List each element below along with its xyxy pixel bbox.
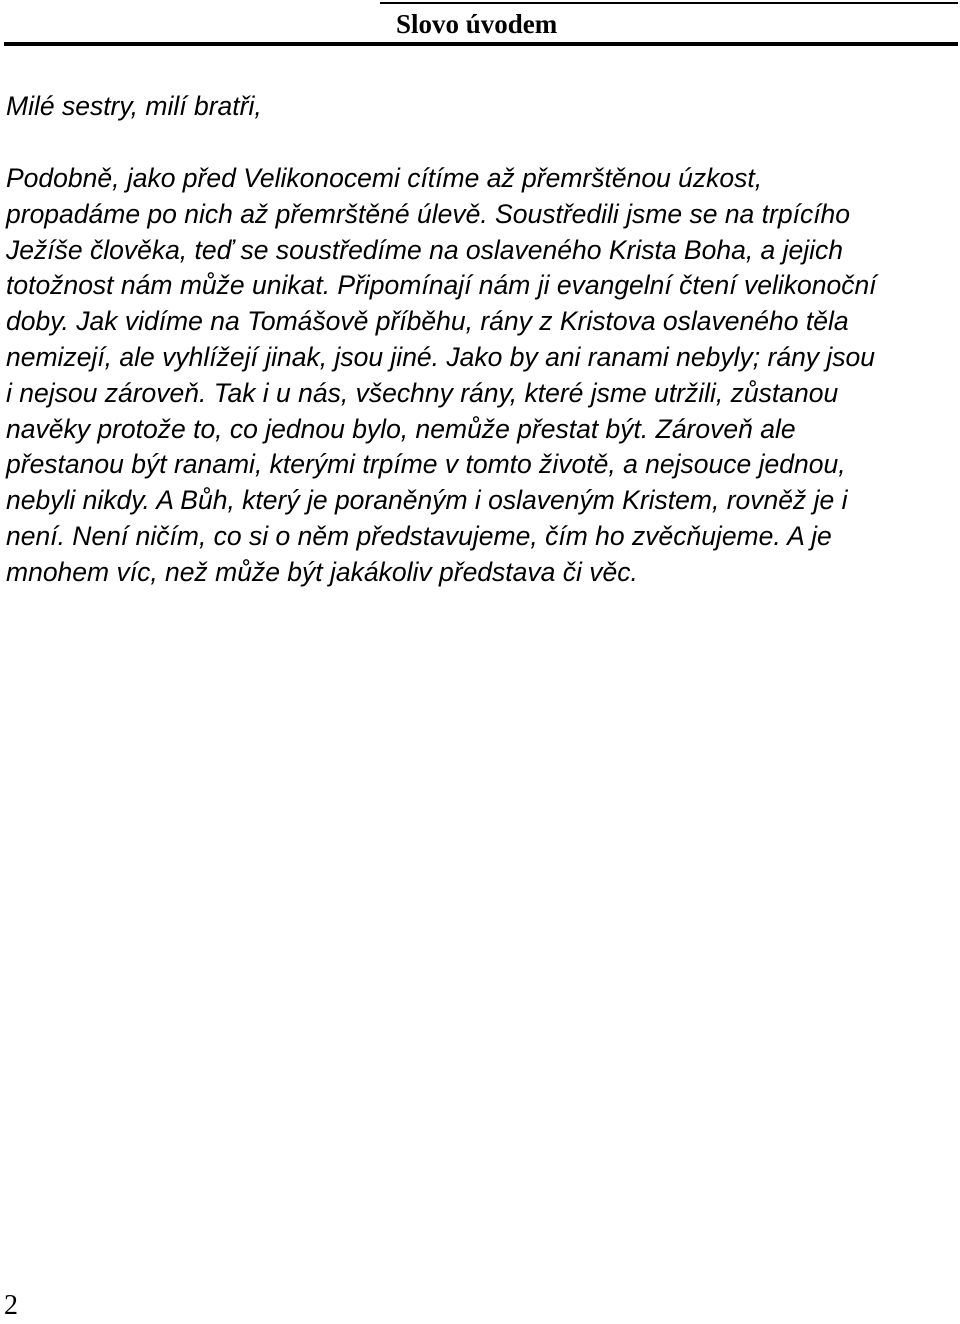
paragraph-line: nemizejí, ale vyhlížejí jinak, jsou jiné. Jako by ani ranami nebyly; rány jsou — [6, 341, 876, 372]
paragraph-line: mnohem víc, než může být jakákoliv představa či věc. — [6, 556, 638, 587]
page-header — [0, 0, 960, 48]
paragraph-line: i nejsou zároveň. Tak i u nás, všechny rány, které jsme utržili, zůstanou — [6, 377, 839, 408]
salutation: Milé sestry, milí bratři, — [6, 91, 262, 121]
main-paragraph — [6, 161, 954, 591]
paragraph-line: přestanou být ranami, kterými trpíme v tomto životě, a nejsouce jednou, — [6, 449, 846, 480]
paragraph-line: nebyli nikdy. A Bůh, který je poraněným i oslaveným Kristem, rovněž je i — [6, 485, 848, 516]
paragraph-line: propadáme po nich až přemrštěné úlevě. Soustředili jsme se na trpícího — [6, 198, 851, 229]
header-bottom-rule — [4, 42, 958, 46]
paragraph-line: totožnost nám může unikat. Připomínají nám ji evangelní čtení velikonoční — [6, 270, 877, 301]
page-number: 2 — [4, 1290, 18, 1321]
page-title: Slovo úvodem — [396, 9, 558, 39]
paragraph-line: doby. Jak vidíme na Tomášově příběhu, rány z Kristova oslaveného těla — [6, 306, 849, 337]
paragraph-line: není. Není ničím, co si o něm představujeme, čím ho zvěcňujeme. A je — [6, 520, 832, 551]
header-top-rule — [380, 2, 958, 4]
paragraph-line: Ježíše člověka, teď se soustředíme na oslaveného Krista Boha, a jejich — [6, 234, 844, 265]
paragraph-line: navěky protože to, co jednou bylo, nemůže přestat být. Zároveň ale — [6, 413, 796, 444]
paragraph-line: Podobně, jako před Velikonocemi cítíme až přemrštěnou úzkost, — [6, 163, 763, 193]
